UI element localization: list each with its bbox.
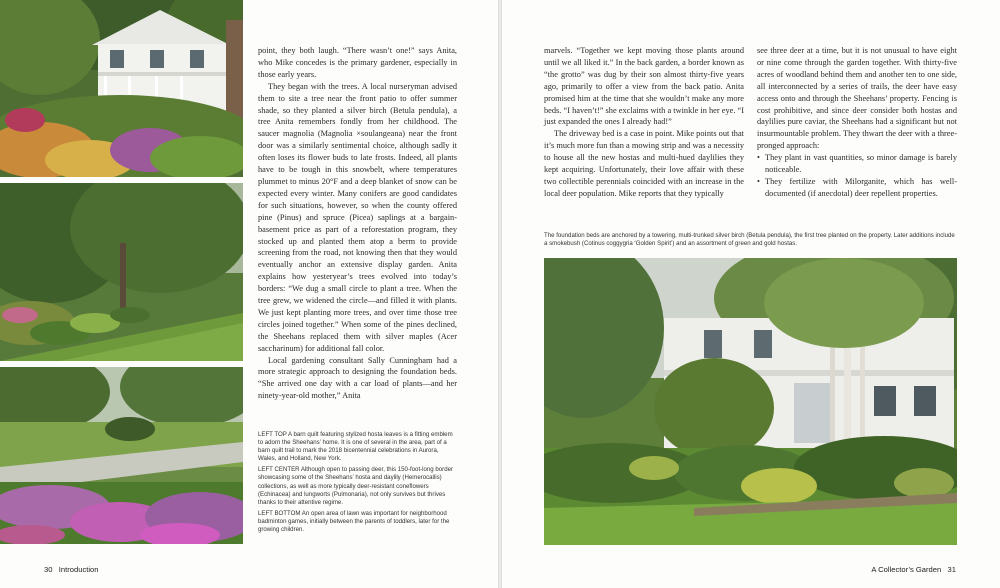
running-head-left: Introduction xyxy=(58,565,99,574)
left-page xyxy=(0,0,498,588)
left-text-column xyxy=(258,45,457,402)
approach-list xyxy=(757,152,957,200)
caption-left-top: LEFT TOP A barn quilt featuring stylized hosta leaves is a fitting emblem to adorn the Sheehans’ home. It is one of several in the area, part of a barn quilt trail to mark the 2018 bicentennial celebrations in Aurora, Wales, and Holland, New York. xyxy=(258,431,453,463)
right-text-column-2 xyxy=(757,45,957,200)
right-footer xyxy=(871,565,956,574)
right-text-column-1 xyxy=(544,45,744,200)
right-caption xyxy=(544,232,957,251)
right-page xyxy=(502,0,1000,588)
photo-foundation-beds xyxy=(544,258,957,545)
body-paragraph: see three deer at a time, but it is not unusual to have eight or nine come through the garden together. With thirty-five acres of woodland behind them and another ten to one side, all interconnected by a series of trails, the deer have easy access onto and through the Sheehans’ property. Fencing is cost prohibitive, and since deer consider both hostas and daylilies pure caviar, the Sheehans had a significant but not insurmountable problem. They thwart the deer with a three-pronged approach: xyxy=(757,46,957,151)
body-paragraph: marvels. “Together we kept moving those plants around until we all liked it.” In the back garden, a border known as “the grotto” was dug by their son almost thirty-five years ago, primarily to offer a view from the back patio. Anita promised him at the time that she wouldn’t make any more beds. “I haven’t!” she exclaims with a twinkle in her eye. “I just expanded the ones I already had!” xyxy=(544,46,744,127)
body-paragraph: point, they both laugh. “There wasn’t one!” says Anita, who Mike concedes is the primary gardener, especially in those early years. xyxy=(258,46,457,79)
body-paragraph: Local gardening consultant Sally Cunningham had a more strategic approach to designing the foundation beds. “She arrived one day with a car load of plants—and her ninety-year-old mother,” Anita xyxy=(258,355,457,401)
folio-right: 31 xyxy=(947,565,956,574)
photo-hosta-border xyxy=(0,183,243,361)
body-paragraph: They began with the trees. A local nurseryman advised them to site a tree near the front patio to offer summer shade, so they planted a silver birch (Betula pendula), a tree Anita remembers fondly from her childhood. The saucer magnolia (Magnolia ×soulangeana) near the front door was a similarly sentimental choice, although sadly it often loses its flower buds to late frosts. Indeed, all plants have to be tough in this snowbelt, where temperatures plummet to minus 20°F and a deep blanket of snow can be expected every winter. Many conifers are good candidates for such situations, however, so when the county offered pine (Pinus) and spruce (Picea) saplings at a bargain-basement price as part of a reforestation program, they stocked up and planted them atop a berm to provide screening from the road, not knowing then that they would eventually anchor an extensive display garden. Anita explains how yesteryear’s trees evolved into today’s borders: “We dug a small circle to plant a tree. When the tree grew, we widened the circle—and filled it with plants. We just kept planting more trees, and over time those tree circles joined together.” When some of the pines declined, the Sheehans replaced them with silver maples (Acer saccharinum) for additional fall color. xyxy=(258,81,457,353)
caption-left-center: LEFT CENTER Although open to passing deer, this 150-foot-long border showcasing some of the Sheehans’ hosta and daylily (Hemerocallis) collections, as well as more typically deer-resistant coneflowers (Echinacea) and lungworts (Pulmonaria), not only survives but thrives thanks to their attentive regime. xyxy=(258,466,454,506)
photo-open-lawn xyxy=(0,367,243,544)
photo-house-porch xyxy=(0,0,243,177)
list-item: • They fertilize with Milorganite, which has well-documented (if anecdotal) deer repellent properties. xyxy=(757,176,957,200)
body-paragraph: The driveway bed is a case in point. Mike points out that it’s much more fun than a mowing strip and was a necessity to house all the new hostas and multi-hued daylilies they kept acquiring. Unfortunately, their love affair with these two collectible perennials coincided with an increase in the local deer population. Mike reports that they typically xyxy=(544,129,744,198)
list-item: • They plant in vast quantities, so minor damage is barely noticeable. xyxy=(757,152,957,176)
folio-left: 30 xyxy=(44,565,53,574)
caption-left-bottom: LEFT BOTTOM An open area of lawn was important for neighborhood badminton games, initially between the parents of toddlers, later for the growing children. xyxy=(258,509,450,534)
caption-foundation-beds: The foundation beds are anchored by a towering, multi-trunked silver birch (Betula pendula), the first tree planted on the property. Later additions include a smokebush (Cotinus coggygria ‘Golden Spirit’) and an assortment of green and gold hostas. xyxy=(544,232,955,248)
running-head-right: A Collector’s Garden xyxy=(871,565,942,574)
left-footer xyxy=(44,565,98,574)
left-captions xyxy=(258,431,456,537)
